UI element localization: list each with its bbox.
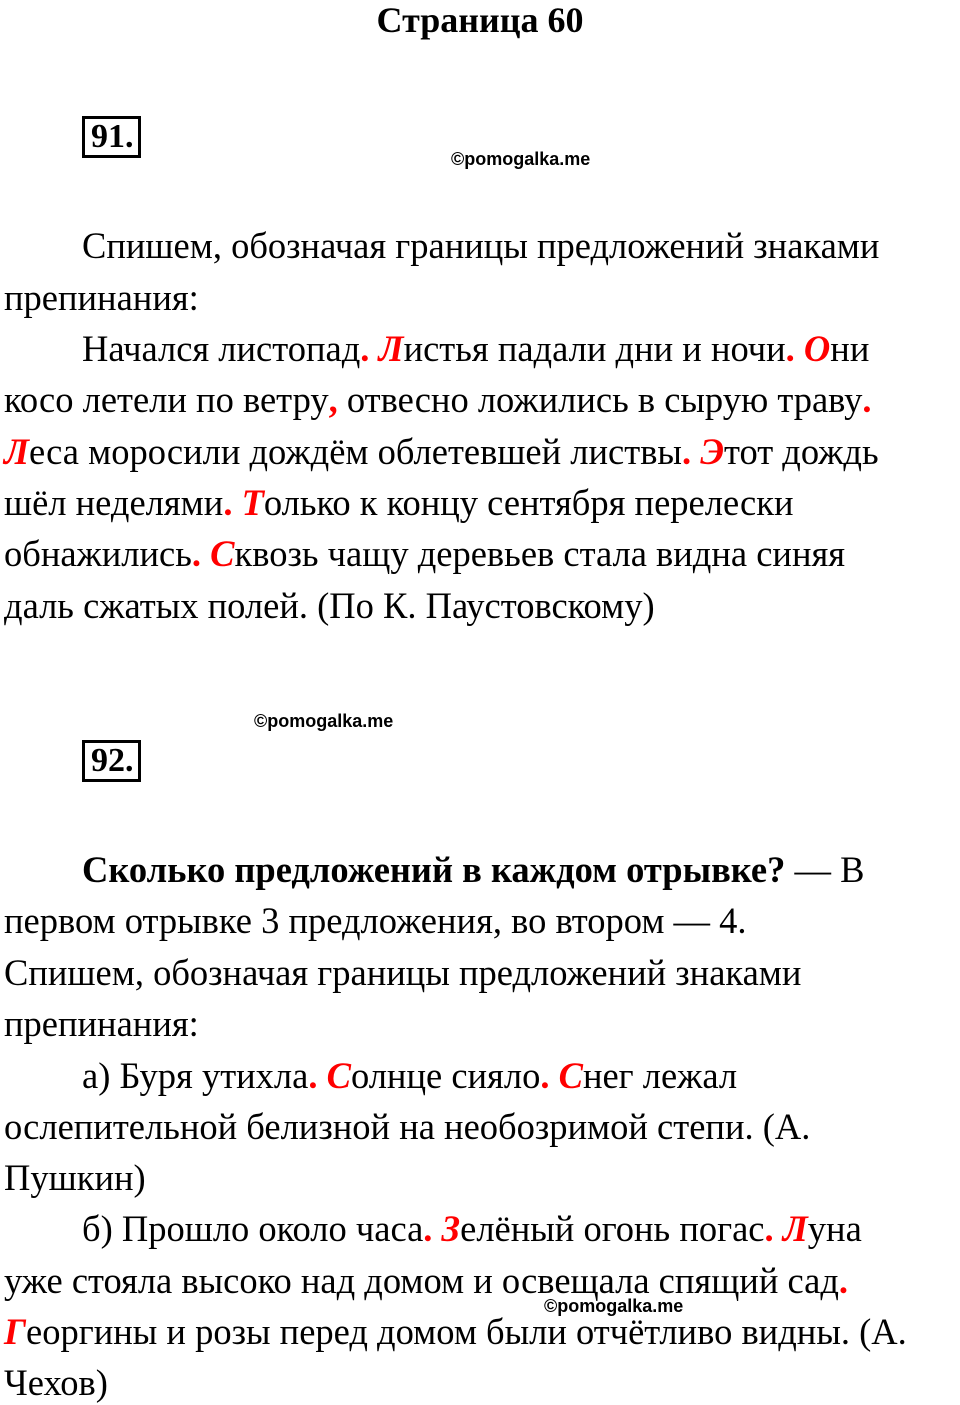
exercise-92-intro-cont: препинания: [4, 1003, 199, 1044]
exercise-91-text-line: Начался листопад. Листья падали дни и ночи. Они [82, 328, 870, 369]
exercise-92-intro: Спишем, обозначая границы предложений знаками [4, 952, 802, 993]
exercise-91-text-line: косо летели по ветру, отвесно ложились в сырую траву. [4, 379, 872, 420]
exercise-92-question: Сколько предложений в каждом отрывке? [82, 849, 786, 890]
exercise-92-part-a-line: Пушкин) [4, 1157, 146, 1198]
exercise-91-text-line: обнажились. Сквозь чащу деревьев стала видна синяя [4, 533, 846, 574]
exercise-number-92: 92. [82, 740, 141, 782]
exercise-92-part-b-line: уже стояла высоко над домом и освещала спящий сад. [4, 1260, 849, 1301]
exercise-91-intro-cont: препинания: [4, 277, 199, 318]
exercise-91-intro: Спишем, обозначая границы предложений знаками [82, 225, 880, 266]
watermark: ©pomogalka.me [544, 1296, 684, 1316]
exercise-92-part-b-line: Чехов) [4, 1362, 108, 1403]
exercise-91-text-line: даль сжатых полей. (По К. Паустовскому) [4, 585, 655, 626]
watermark: ©pomogalka.me [451, 149, 591, 169]
exercise-91-text-line: Леса моросили дождём облетевшей листвы. Этот дождь [4, 431, 879, 472]
exercise-92-question-line: Сколько предложений в каждом отрывке? — В [82, 849, 865, 890]
watermark: ©pomogalka.me [254, 711, 394, 731]
exercise-92-answer: первом отрывке 3 предложения, во втором — 4. [4, 900, 747, 941]
exercise-92-part-b-line: б) Прошло около часа. Зелёный огонь погас. Луна [82, 1208, 862, 1249]
exercise-number-91: 91. [82, 116, 141, 158]
exercise-92-part-b-line: Георгины и розы перед домом были отчётливо видны. (А. [4, 1311, 907, 1352]
exercise-92-part-a-line: ослепительной белизной на необозримой степи. (А. [4, 1106, 811, 1147]
exercise-91-text-line: шёл неделями. Только к концу сентября перелески [4, 482, 794, 523]
page-title: Страница 60 [376, 0, 584, 40]
exercise-92-part-a-line: а) Буря утихла. Солнце сияло. Снег лежал [82, 1055, 738, 1096]
